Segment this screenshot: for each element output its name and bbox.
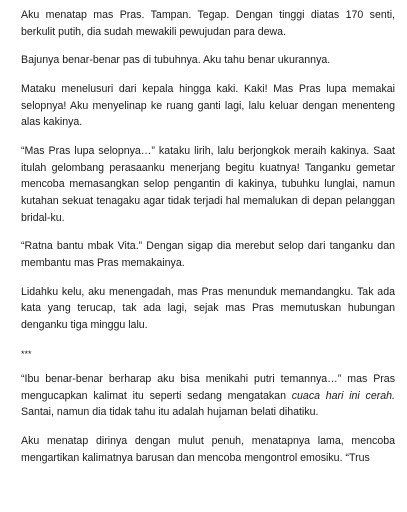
paragraph-6: Lidahku kelu, aku menengadah, mas Pras menunduk memandangku. Tak ada kata yang terucap, tak ada lagi, sejak mas Pras memutuskan hubungan denganku tiga minggu lalu. [21, 285, 395, 331]
paragraph-3: Mataku menelusuri dari kepala hingga kaki. Kaki! Mas Pras lupa memakai selopnya! Aku menyelinap ke ruang ganti lagi, lalu keluar dengan menenteng alas kakinya. [21, 83, 395, 129]
scene-separator: *** [21, 348, 32, 359]
paragraph-7-text-before: “Ibu benar-benar berharap aku bisa menikahi putri temannya…” mas Pras mengucapkan kalimat itu seperti sedang mengatakan [21, 373, 395, 402]
paragraph-8: Aku menatap dirinya dengan mulut penuh, menatapnya lama, mencoba mengartikan kalimatnya barusan dan mencoba mengontrol emosiku. “Trus [21, 435, 395, 464]
paragraph-7-italic-phrase: cuaca hari ini cerah. [291, 389, 395, 402]
paragraph-7-text-after: Santai, namun dia tidak tahu itu adalah hujaman belati dihatiku. [21, 406, 319, 419]
paragraph-2: Bajunya benar-benar pas di tubuhnya. Aku tahu benar ukurannya. [21, 54, 331, 67]
paragraph-1: Aku menatap mas Pras. Tampan. Tegap. Dengan tinggi diatas 170 senti, berkulit putih, dia sudah mewakili pewujudan para dewa. [21, 9, 395, 38]
paragraph-7 [21, 371, 395, 421]
paragraph-5: “Ratna bantu mbak Vita.” Dengan sigap dia merebut selop dari tanganku dan membantu mas Pras memakainya. [21, 240, 395, 269]
paragraph-4: “Mas Pras lupa selopnya…” kataku lirih, lalu berjongkok meraih kakinya. Saat itulah gelombang perasaanku menerjang begitu kuatnya! Tanganku gemetar mencoba memasangkan selop pengantin di kakinya, tubuhku lunglai, namun kutahan sekuat tenagaku agar tidak terjadi hal memalukan di depan pelanggan bridal-ku. [21, 145, 395, 224]
